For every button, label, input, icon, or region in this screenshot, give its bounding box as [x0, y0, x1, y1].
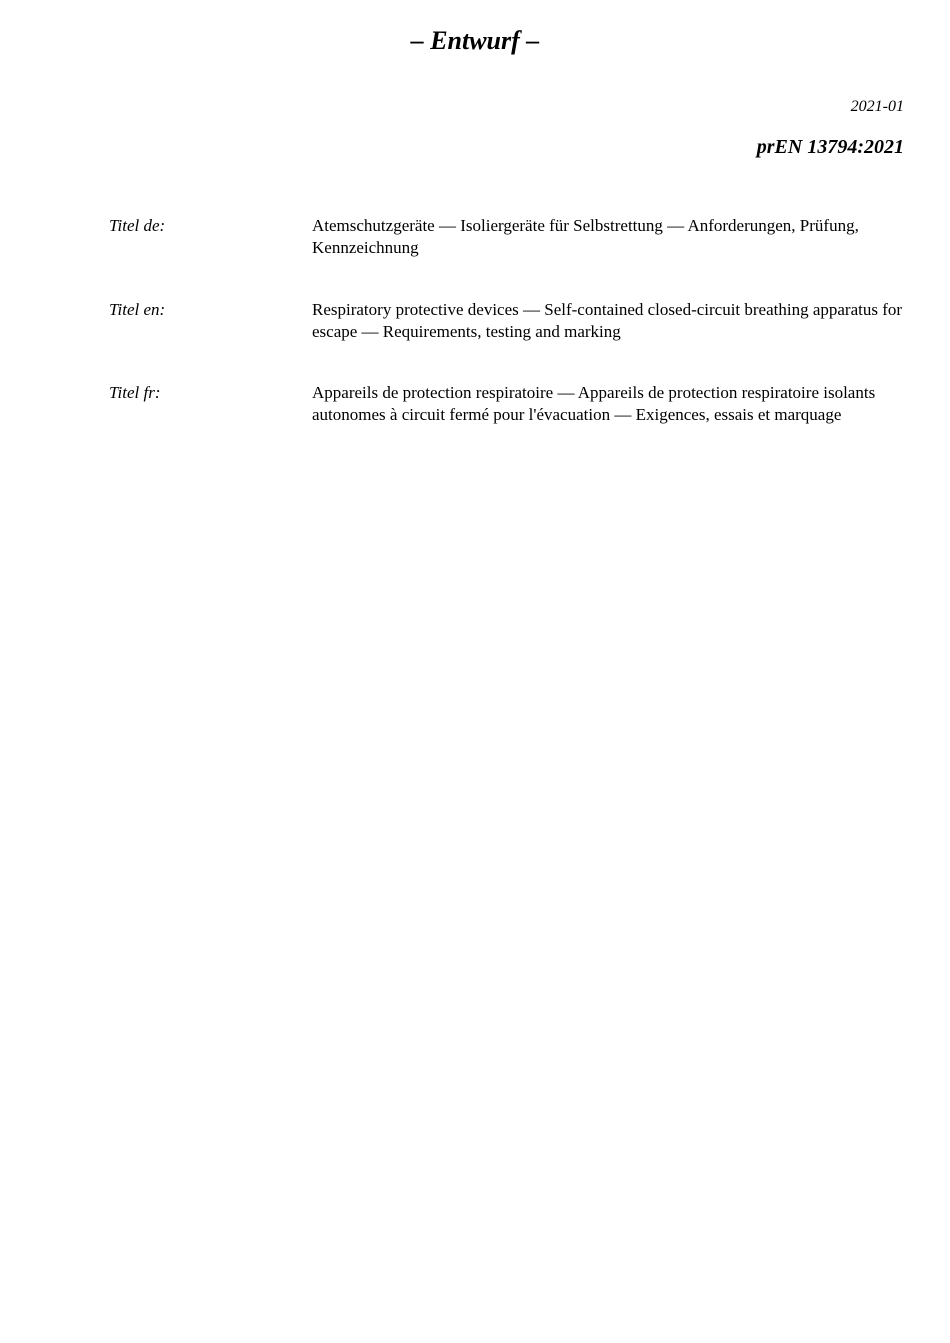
- title-text-en: Respiratory protective devices — Self-contained closed-circuit breathing apparatus for escape — Requirements, testing and marking: [312, 300, 903, 341]
- title-label-en: Titel en:: [109, 300, 166, 319]
- document-number: prEN 13794:2021: [756, 136, 904, 158]
- title-label-fr: Titel fr:: [109, 383, 161, 402]
- document-date: 2021-01: [850, 98, 904, 115]
- title-label-de: Titel de:: [109, 216, 166, 235]
- title-text-de: Atemschutzgeräte — Isoliergeräte für Selbstrettung — Anforderungen, Prüfung, Kennzeichnung: [312, 216, 859, 257]
- title-text-fr: Appareils de protection respiratoire — Appareils de protection respiratoire isolants autonomes à circuit fermé pour l'évacuation — Exigences, essais et marquage: [312, 383, 876, 424]
- draft-label: – Entwurf –: [410, 26, 540, 55]
